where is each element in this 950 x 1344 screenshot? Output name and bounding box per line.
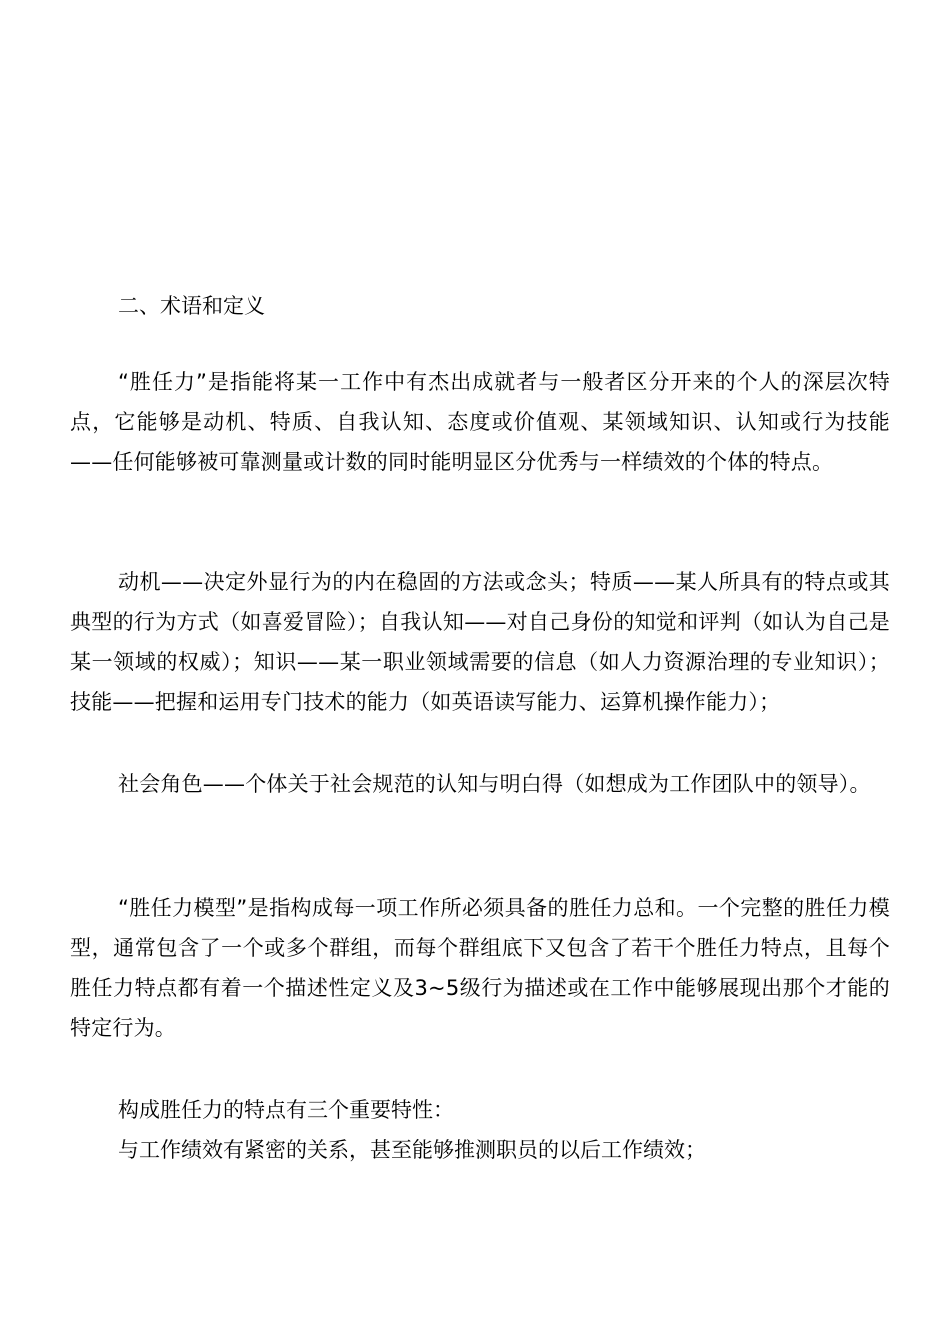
social-role-paragraph: 社会角色——个体关于社会规范的认知与明白得（如想成为工作团队中的领导）。: [118, 772, 871, 796]
model-definition-paragraph: “胜任力模型”是指构成每一项工作所必须具备的胜任力总和。一个完整的胜任力模型，通常包含了一个或多个群组，而每个群组底下又包含了若干个胜任力特点，且每个胜任力特点都有着一个描述性定义及3~5级行为描述或在工作中能够展现出那个才能的特定行为。: [70, 896, 890, 1040]
components-paragraph: 动机——决定外显行为的内在稳固的方法或念头；特质——某人所具有的特点或其典型的行为方式（如喜爱冒险）；自我认知——对自己身份的知觉和评判（如认为自己是某一领域的权威）；知识——某一职业领域需要的信息（如人力资源治理的专业知识）；技能——把握和运用专门技术的能力（如英语读写能力、运算机操作能力）；: [70, 570, 890, 714]
list-intro: 构成胜任力的特点有三个重要特性：: [118, 1098, 454, 1122]
section-heading: 二、术语和定义: [118, 294, 265, 318]
list-item: 与工作绩效有紧密的关系，甚至能够推测职员的以后工作绩效；: [118, 1138, 706, 1162]
definition-paragraph: “胜任力”是指能将某一工作中有杰出成就者与一般者区分开来的个人的深层次特点，它能够是动机、特质、自我认知、态度或价值观、某领域知识、认知或行为技能——任何能够被可靠测量或计数的同时能明显区分优秀与一样绩效的个体的特点。: [70, 370, 890, 474]
